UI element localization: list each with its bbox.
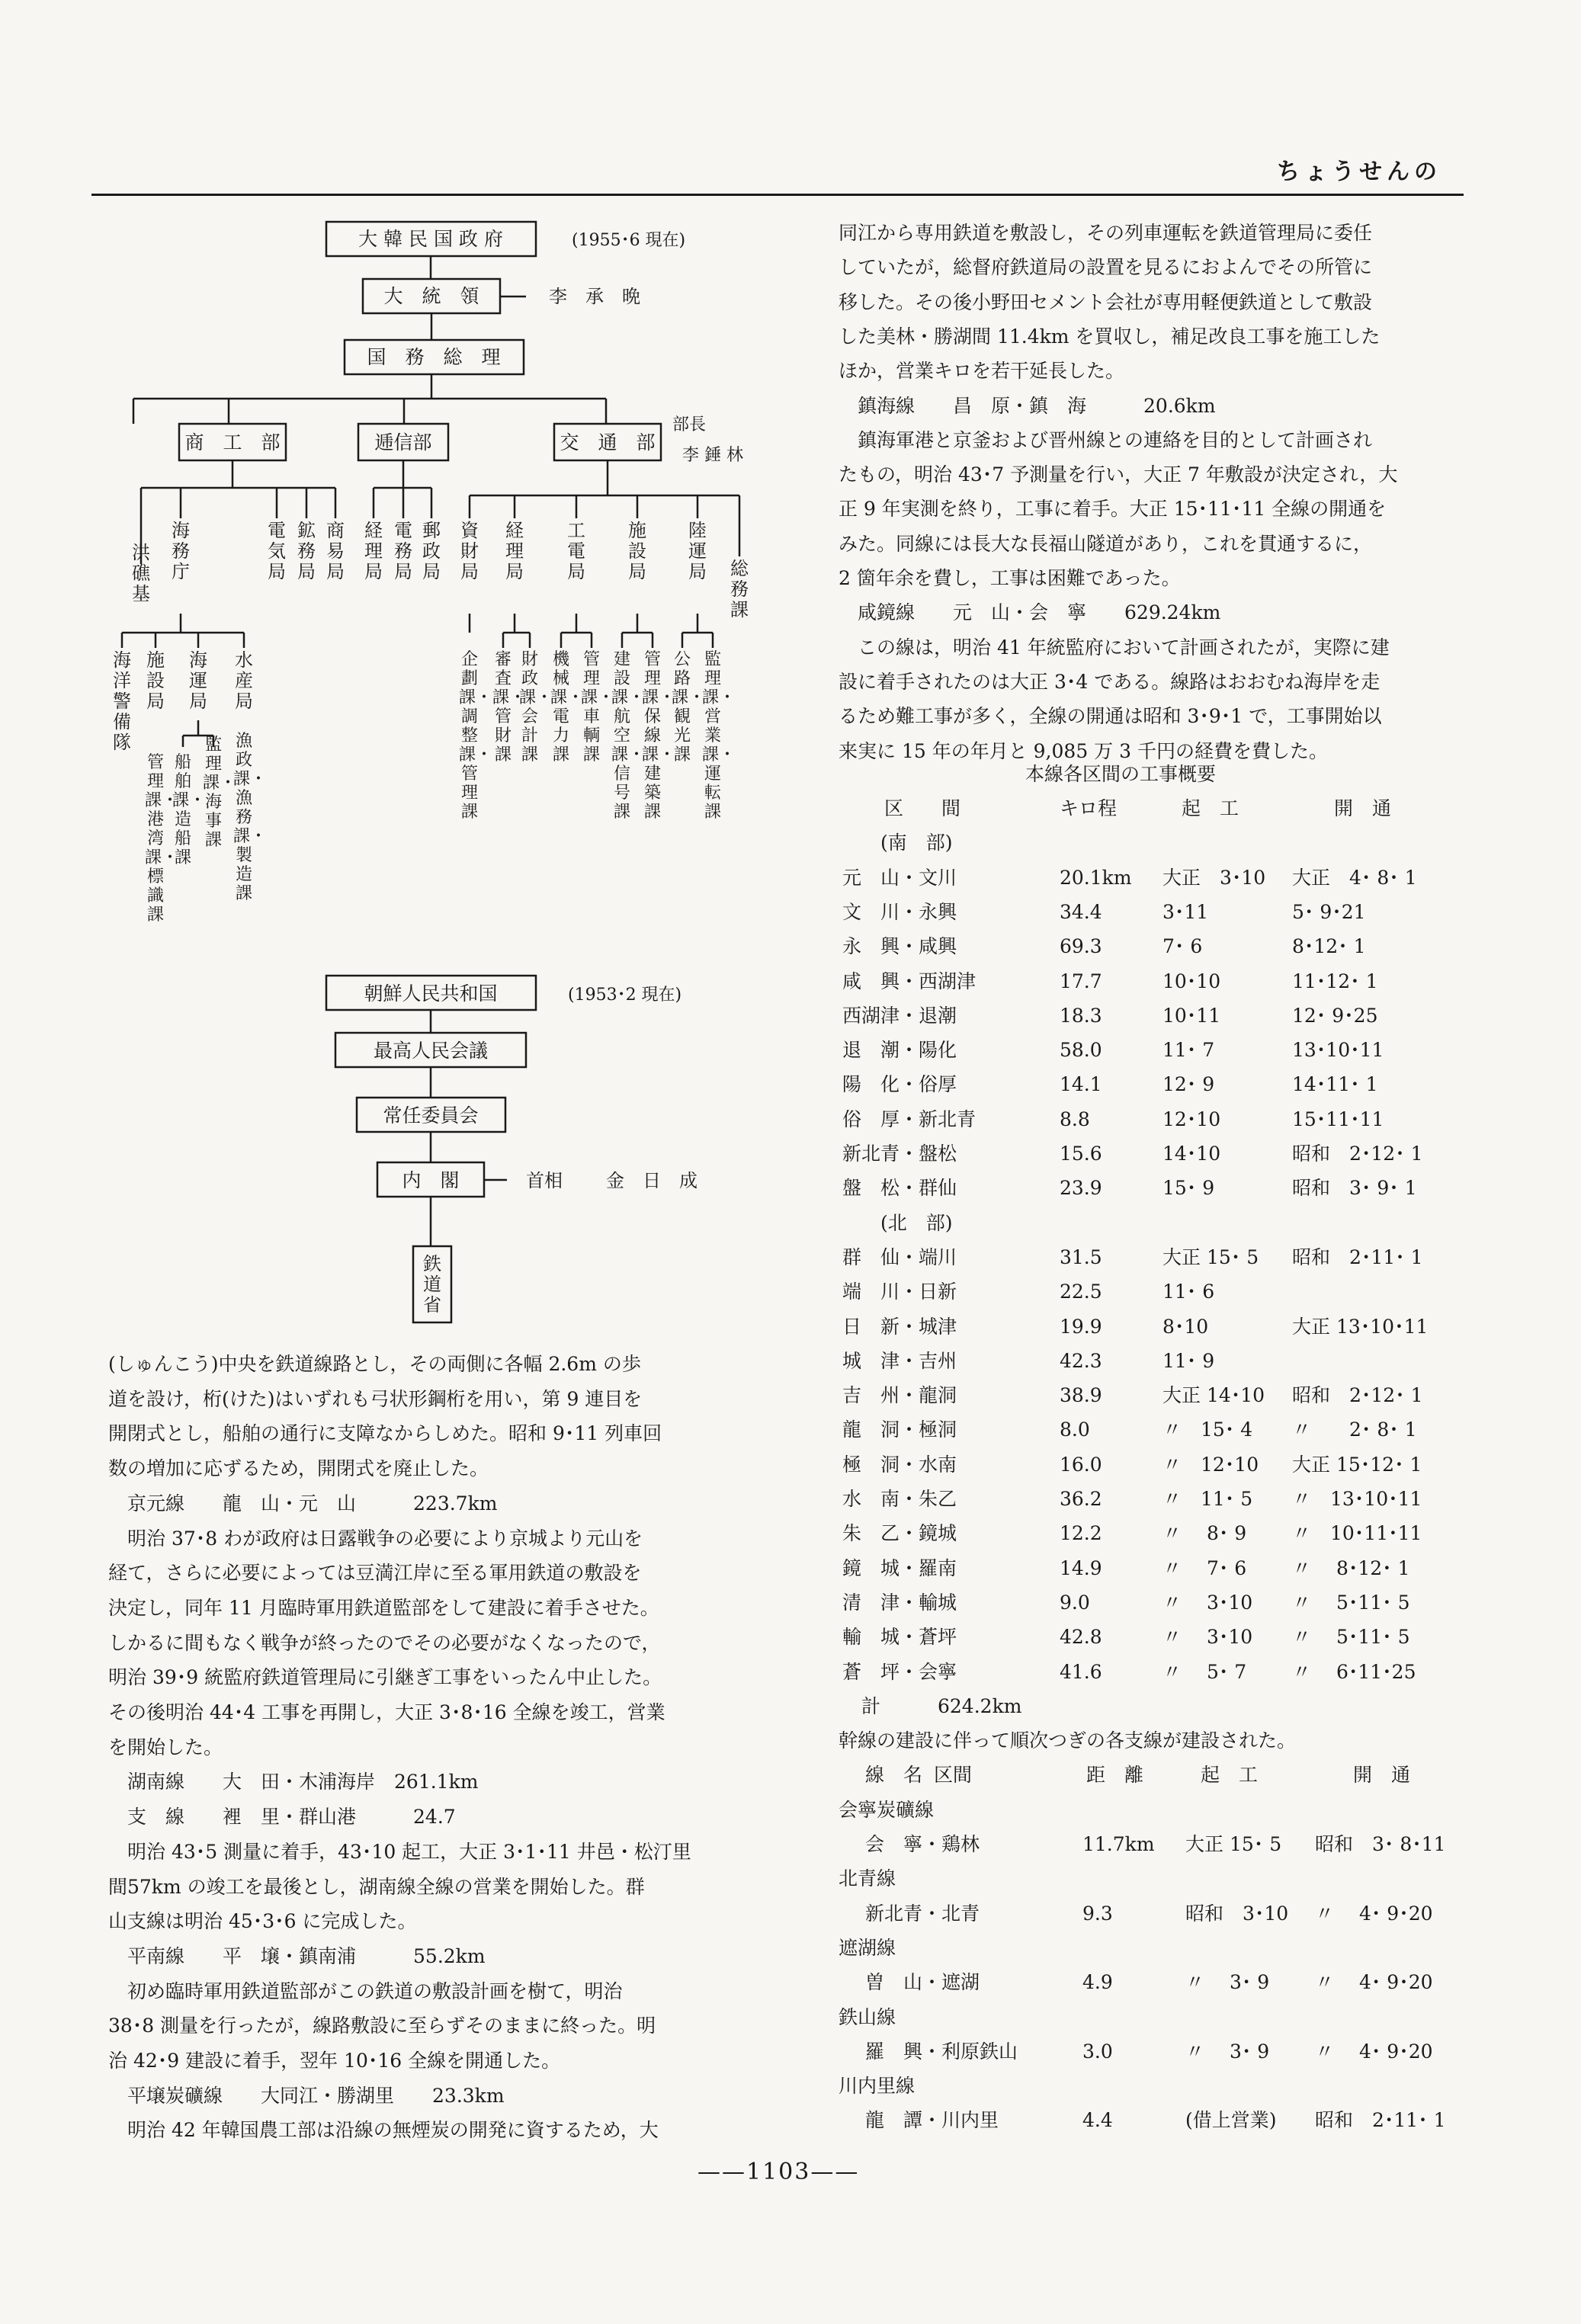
unit-shisetsu: 施 設 局 [628,520,646,582]
work-table-title: 本線各区間の工事概要 [1025,763,1217,785]
north-row-cell: 42.3 [1060,1349,1102,1372]
unit-kosho: 洪 礁 基 [132,542,150,604]
south-row-cell: 西湖津・退潮 [842,1004,957,1027]
left-text-line: 治 42･9 建設に着手，翌年 10･16 全線を開通した。 [108,2050,561,2072]
north-row-cell: 8･10 [1162,1315,1209,1338]
north-row-cell: 19.9 [1060,1315,1102,1338]
left-text-line: 数の増加に応ずるため，開閉式を廃止した。 [108,1457,489,1480]
work-header: 起 工 [1182,797,1239,819]
right-text-line: るため難工事が多く，全線の開通は昭和 3･9･1 で，工事開始以 [839,705,1382,728]
left-text-line: 京元線 龍 山・元 山 223.7km [108,1492,498,1515]
south-row-cell: 34.4 [1060,900,1102,923]
south-row-cell: 17.7 [1060,970,1102,992]
branch-open: 〃 4･ 9･20 [1315,1902,1433,1925]
south-row-cell: 新北青・盤松 [842,1143,957,1165]
north-row-cell: 41.6 [1060,1660,1102,1683]
left-text-line: 38･8 測量を行ったが，線路敷設に至らずそのままに終った。明 [108,2015,656,2037]
branch-section: 曽 山・遮湖 [865,1971,980,1994]
north-row-cell: 城 津・吉州 [842,1349,957,1372]
sub-kaiyo: 海洋警備隊 [113,649,131,753]
north-pm-name: 金 日 成 [606,1170,698,1191]
north-standing: 常任委員会 [383,1104,479,1127]
south-row-cell: 大正 3･10 [1162,866,1266,889]
north-row-cell: 大正 15･12･ 1 [1292,1453,1422,1476]
north-row-cell: 〃 8･ 9 [1162,1522,1247,1545]
south-row-cell: 永 興・咸興 [842,935,957,958]
north-date: (1953･2 現在) [568,986,682,1005]
sub-kikai: 機械課・電力課 [550,650,585,765]
branch-section: 新北青・北青 [865,1902,980,1925]
south-row-cell: 14･10 [1162,1143,1221,1165]
right-text-line: 設に着手されたのは大正 3･4 である。線路はおおむね海岸を走 [839,670,1381,693]
north-row-cell: 大正 14･10 [1162,1384,1265,1407]
branch-intro: 幹線の建設に伴って順次つぎの各支線が建設された。 [839,1729,1297,1752]
unit-somu: 総 務 課 [730,558,749,620]
left-text-line: 支 線 裡 里・群山港 24.7 [108,1806,456,1829]
south-row-cell: 14.1 [1060,1073,1102,1096]
north-row-cell: 16.0 [1060,1453,1102,1476]
org-chart-south [0,0,793,991]
unit-koden: 工 電 局 [567,520,585,582]
right-text-line: 移した。その後小野田セメント会社が専用軽便鉄道として敷設 [839,290,1373,313]
branch-line-name: 鉄山線 [839,2005,896,2028]
north-row-cell: 〃 12･10 [1162,1453,1259,1476]
sub-koro: 公路課・観光課 [672,650,706,765]
branch-section: 会 寧・鶏林 [865,1833,980,1855]
right-text-line: 同江から専用鉄道を敷設し，その列車運転を鉄道管理局に委任 [839,222,1373,244]
left-text-line: 開閉式とし，船舶の通行に支障なからしめた。昭和 9･11 列車回 [108,1422,662,1445]
branch-dist: 11.7km [1082,1833,1155,1855]
work-header: 開 通 [1334,797,1392,819]
south-row-cell: 12･ 9 [1162,1073,1215,1096]
north-row-cell: 〃 3･10 [1162,1591,1253,1614]
right-text-line: 咸鏡線 元 山・会 寧 629.24km [839,601,1221,624]
branch-section: 龍 譚・川内里 [865,2109,999,2132]
org-chart-north [0,968,793,1334]
left-text-line: 明治 37･8 わが政府は日露戦争の必要により京城より元山を [108,1527,643,1550]
branch-start: 大正 15･ 5 [1185,1833,1282,1855]
left-text-line: 山支線は明治 45･3･6 に完成した。 [108,1910,417,1933]
north-row-cell: 11･ 9 [1162,1349,1215,1372]
unit-denmu: 電 務 局 [394,520,412,582]
north-ministry: 鉄道省 [423,1253,441,1316]
branch-dist: 3.0 [1082,2040,1113,2063]
sub-kanri-sharyo: 管理課・車輌課 [581,650,615,765]
org-date: (1955･6 現在) [572,231,686,250]
north-row-cell: 〃 5･11･ 5 [1292,1626,1410,1649]
north-row-cell: 群 仙・端川 [842,1245,957,1268]
sub-shisetsu: 施設局 [146,649,165,712]
north-row-cell: 9.0 [1060,1591,1090,1614]
north-row-cell: 朱 乙・鏡城 [842,1522,957,1545]
north-row-cell: 水 南・朱乙 [842,1488,957,1510]
left-text-line: 明治 39･9 統監府鉄道管理局に引継ぎ工事をいったん中止した。 [108,1666,662,1689]
unit-kaimu: 海 務 庁 [172,520,190,582]
unit-keiri-t: 経 理 局 [364,520,383,582]
right-text-line: 2 箇年余を費し，工事は困難であった。 [839,567,1181,589]
right-text-line: していたが，総督府鉄道局の設置を見るにおよんでその所管に [839,256,1373,279]
north-row-cell: 端 川・日新 [842,1281,957,1303]
org-government: 大 韓 民 国 政 府 [358,228,503,250]
south-row-cell: 昭和 2･12･ 1 [1292,1143,1423,1165]
branch-dist: 4.9 [1082,1971,1113,1994]
south-row-cell: 10･11 [1162,1004,1221,1027]
south-row-cell: 盤 松・群仙 [842,1177,957,1200]
org-president: 大 統 領 [383,285,479,307]
right-text-line: みた。同線には長大な長福山隧道があり，これを貫通するに， [839,532,1373,555]
north-row-cell: 〃 11･ 5 [1162,1488,1253,1510]
south-row-cell: 15･ 9 [1162,1177,1215,1200]
south-row-cell: 10･10 [1162,970,1221,992]
unit-komu: 鉱 務 局 [297,520,316,582]
north-label: (北 部) [880,1211,953,1234]
north-row-cell: 日 新・城津 [842,1315,957,1338]
right-text-line: した美林・勝湖間 11.4km を買収し，補足改良工事を施工した [839,325,1381,348]
right-text-line: この線は，明治 41 年統監府において計画されたが，実際に建 [839,636,1390,659]
south-row-cell: 14･11･ 1 [1292,1073,1378,1096]
south-row-cell: 11･ 7 [1162,1039,1215,1062]
sub-kensetsu: 建設課・航空課・信号課 [611,650,646,822]
north-row-cell: 極 洞・水南 [842,1453,957,1476]
north-row-cell: 輸 城・蒼坪 [842,1626,957,1649]
north-row-cell: 吉 州・龍洞 [842,1384,957,1407]
org-president-name: 李 承 晩 [549,286,640,307]
sub-senpaku: 船舶課・造船課 [172,753,207,867]
south-row-cell: 12･ 9･25 [1292,1004,1378,1027]
south-row-cell: 20.1km [1060,866,1132,889]
sub-suisan: 水産局 [235,649,253,712]
work-header: キロ程 [1060,797,1118,819]
south-row-cell: 咸 興・西湖津 [842,970,976,992]
south-row-cell: 元 山・文川 [842,866,957,889]
sub-gyosei: 漁政課・漁務課・製造課 [233,732,268,903]
south-row-cell: 12･10 [1162,1108,1221,1130]
left-text-line: 湖南線 大 田・木浦海岸 261.1km [108,1771,479,1793]
south-row-cell: 文 川・永興 [842,900,957,923]
running-title: ちょうせんの [1277,159,1442,185]
branch-line-name: 川内里線 [839,2075,916,2098]
right-text-line: 来実に 15 年の年月と 9,085 万 3 千円の経費を費した。 [839,739,1328,762]
north-row-cell: 蒼 坪・会寧 [842,1660,957,1683]
north-row-cell: 〃 3･10 [1162,1626,1253,1649]
north-row-cell: 大正 15･ 5 [1162,1245,1259,1268]
north-row-cell: 昭和 2･12･ 1 [1292,1384,1423,1407]
branch-start: 〃 3･ 9 [1185,2040,1270,2063]
south-row-cell: 昭和 3･ 9･ 1 [1292,1177,1417,1200]
right-text-line: たもの，明治 43･7 予測量を行い，大正 7 年敷設が決定され，大 [839,463,1398,486]
south-row-cell: 15.6 [1060,1143,1102,1165]
work-header: 区 間 [884,797,961,819]
left-text-line: を開始した。 [108,1736,223,1758]
left-text-line: 決定し，同年 11 月臨時軍用鉄道監部をして建設に着手させた。 [108,1596,659,1619]
north-row-cell: 〃 10･11･11 [1292,1522,1422,1545]
org-minister-name: 李 錘 林 [682,446,743,465]
branch-line-name: 北青線 [839,1867,896,1890]
left-text-line: 道を設け，桁(けた)はいずれも弓状形鋼桁を用い，第 9 連目を [108,1387,643,1410]
north-cabinet: 内 閣 [402,1169,460,1191]
org-minister-title: 部長 [672,415,707,434]
work-total: 計 624.2km [861,1694,1022,1717]
north-row-cell: 8.0 [1060,1418,1090,1441]
north-row-cell: 14.9 [1060,1556,1102,1579]
sub-kikaku: 企劃課・調整課・管理課 [459,650,493,822]
north-row-cell: 〃 7･ 6 [1162,1556,1247,1579]
left-text-line: 明治 42 年韓国農工部は沿線の無煙炭の開発に資するため，大 [108,2119,659,2142]
org-pm: 国 務 総 理 [367,346,501,368]
north-row-cell: 大正 13･10･11 [1292,1315,1429,1338]
unit-rikuun: 陸 運 局 [688,520,707,582]
branch-header: 起 工 [1201,1764,1259,1787]
south-row-cell: 陽 化・俗厚 [842,1073,957,1096]
south-row-cell: 15･11･11 [1292,1108,1384,1130]
north-row-cell: 龍 洞・極洞 [842,1418,957,1441]
unit-denki: 電 気 局 [268,520,286,582]
left-text-line: 初め臨時軍用鉄道監部がこの鉄道の敷設計画を樹て，明治 [108,1979,623,2002]
sub-shinsa: 審査課・管財課 [492,650,527,765]
left-text-line: しかるに間もなく戦争が終ったのでその必要がなくなったので， [108,1631,661,1654]
south-row-cell: 5･ 9･21 [1292,900,1366,923]
south-row-cell: 8･12･ 1 [1292,935,1366,958]
left-text-line: 平壌炭礦線 大同江・勝湖里 23.3km [108,2084,505,2107]
unit-keiri-k: 経 理 局 [505,520,524,582]
north-row-cell: 38.9 [1060,1384,1102,1407]
north-row-cell: 〃 13･10･11 [1292,1488,1422,1510]
branch-start: 昭和 3･10 [1185,1902,1289,1925]
right-text-line: 鎮海軍港と京釜および晋州線との連絡を目的として計画され [839,428,1373,451]
sub-kaiun: 海運局 [189,649,207,712]
right-text-line: 鎮海線 昌 原・鎮 海 20.6km [839,394,1216,417]
south-label: (南 部) [880,832,953,854]
right-text-line: ほか，営業キロを若干延長した。 [839,360,1125,383]
south-row-cell: 13･10･11 [1292,1039,1384,1062]
page-number: ——1103—— [698,2159,860,2185]
unit-shizai: 資 財 局 [460,520,479,582]
unit-yusei: 郵 政 局 [422,520,441,582]
branch-dist: 9.3 [1082,1902,1113,1925]
north-row-cell: 〃 15･ 4 [1162,1418,1253,1441]
branch-section: 羅 興・利原鉄山 [865,2040,1018,2063]
south-row-cell: 69.3 [1060,935,1102,958]
south-row-cell: 23.9 [1060,1177,1102,1200]
south-row-cell: 11･12･ 1 [1292,970,1378,992]
org-ministry-teishin: 逓信部 [374,431,432,454]
south-row-cell: 俗 厚・新北青 [842,1108,976,1130]
north-row-cell: 12.2 [1060,1522,1102,1545]
branch-header: 区間 [934,1764,973,1787]
north-row-cell: 36.2 [1060,1488,1102,1510]
south-row-cell: 58.0 [1060,1039,1102,1062]
south-row-cell: 3･11 [1162,900,1209,923]
north-row-cell: 31.5 [1060,1245,1102,1268]
north-row-cell: 22.5 [1060,1281,1102,1303]
north-row-cell: 〃 5･11･ 5 [1292,1591,1410,1614]
north-row-cell: 昭和 2･11･ 1 [1292,1245,1423,1268]
north-row-cell: 〃 6･11･25 [1292,1660,1416,1683]
branch-open: 昭和 2･11･ 1 [1315,2109,1446,2132]
branch-open: 昭和 3･ 8･11 [1315,1833,1446,1855]
sub-eigyo: 監理課・営業課・運転課 [702,650,736,822]
left-text-line: 明治 43･5 測量に着手，43･10 起工，大正 3･1･11 井邑・松汀里 [108,1840,691,1863]
sub-kanri: 管理課・港湾課・標識課 [145,753,179,925]
north-row-cell: 11･ 6 [1162,1281,1215,1303]
branch-header: 線 名 [865,1764,923,1787]
branch-line-name: 会寧炭礦線 [839,1798,935,1821]
branch-dist: 4.4 [1082,2109,1113,2132]
org-ministry-shoko: 商 工 部 [184,431,281,454]
north-pm-title: 首相 [526,1170,563,1191]
branch-open: 〃 4･ 9･20 [1315,1971,1433,1994]
north-row-cell: 〃 2･ 8･ 1 [1292,1418,1417,1441]
north-row-cell: 42.8 [1060,1626,1102,1649]
branch-open: 〃 4･ 9･20 [1315,2040,1433,2063]
north-row-cell: 〃 8･12･ 1 [1292,1556,1410,1579]
south-row-cell: 8.8 [1060,1108,1090,1130]
left-text-line: 間57km の竣工を最後とし，湖南線全線の営業を開始した。群 [108,1875,645,1898]
org-ministry-kotsu: 交 通 部 [560,431,656,454]
branch-header: 開 通 [1353,1764,1411,1787]
south-row-cell: 18.3 [1060,1004,1102,1027]
left-text-line: (しゅんこう)中央を鉄道線路とし，その両側に各幅 2.6m の歩 [108,1353,641,1375]
sub-kanri-kaiji: 監理課・海事課 [203,736,237,850]
left-text-line: その後明治 44･4 工事を再開し，大正 3･8･16 全線を竣工，営業 [108,1701,665,1723]
south-row-cell: 退 潮・陽化 [842,1039,957,1062]
south-row-cell: 7･ 6 [1162,935,1203,958]
branch-header: 距 離 [1086,1764,1144,1787]
left-text-line: 平南線 平 壌・鎮南浦 55.2km [108,1944,486,1967]
north-row-cell: 清 津・輸城 [842,1591,957,1614]
north-assembly: 最高人民会議 [373,1040,489,1062]
north-row-cell: 鏡 城・羅南 [842,1556,957,1579]
branch-line-name: 遮湖線 [839,1936,896,1959]
north-government: 朝鮮人民共和国 [364,982,498,1005]
left-text-line: 経て，さらに必要によっては豆満江岸に至る軍用鉄道の敷設を [108,1562,642,1585]
sub-zaisei: 財政課・会計課 [519,650,553,765]
unit-shoeki: 商 易 局 [326,520,345,582]
sub-hosen: 管理課・保線課・建築課 [642,650,676,822]
north-row-cell: 〃 5･ 7 [1162,1660,1247,1683]
right-text-line: 正 9 年実測を終り，工事に着手。大正 15･11･11 全線の開通を [839,498,1387,521]
south-row-cell: 大正 4･ 8･ 1 [1292,866,1417,889]
branch-start: (借上営業) [1185,2109,1277,2132]
branch-start: 〃 3･ 9 [1185,1971,1270,1994]
